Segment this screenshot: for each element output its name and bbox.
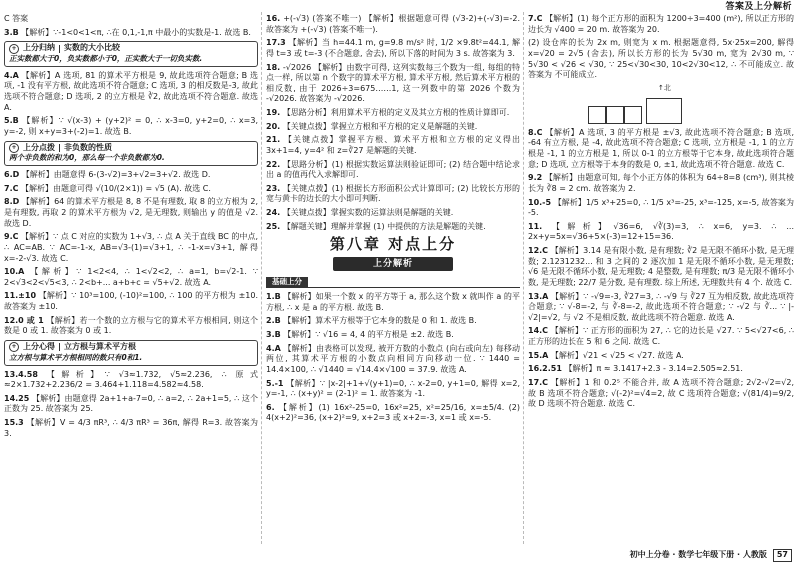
tip-box-body: 两个非负数的和为0，那么每一个非负数都为0. bbox=[9, 153, 165, 163]
answer-number: 18. bbox=[266, 62, 281, 72]
answer-text: 【关键点拨】掌握实数的运算法则是解题的关键. bbox=[282, 208, 454, 217]
answer-number: 9.C bbox=[4, 232, 19, 242]
answer-number: 4.A bbox=[266, 343, 281, 353]
answer-item bbox=[266, 184, 520, 205]
answer-number: 10.A bbox=[4, 267, 25, 277]
answer-item bbox=[528, 292, 794, 324]
answer-item bbox=[266, 330, 520, 341]
answer-item bbox=[528, 198, 794, 219]
warehouse-rect bbox=[646, 98, 682, 124]
square-plots bbox=[588, 106, 642, 124]
answer-item bbox=[528, 378, 794, 410]
answer-text: (2) 设仓库的长为 2x m, 则宽为 x m. 根据题意得, 5x·25x=200, 解得 x=√20 = 2√5 (舍去), 所以长方形的长为 5√30 m, 宽为 2√30 m, ∵ 5√30 < √26 < √30, ∵ 25<√30<30, 10<2√30<12, ∴ 不可能成立. 故答案为 不可能成立. bbox=[528, 38, 794, 80]
answer-text: 【解析】∵ -√9=-3, ∛27=3, ∴ -√9 与 ∛27 互为相反数, 故此选项符合题意; ∵ √-8=-2, 与 ∛-8=-2, 故此选项不符合题意; ∵ -√2 与 ∛... ∵ |-√2|=√2, 与 √2 不是相反数, 故此选项不符合题意. 故选 A. bbox=[528, 291, 794, 322]
tip-box-title: 上分心得 bbox=[23, 341, 55, 351]
answer-item bbox=[266, 38, 520, 59]
answer-item bbox=[266, 222, 520, 233]
answer-item bbox=[266, 14, 520, 35]
answer-item bbox=[528, 128, 794, 171]
tip-box-body: 立方根与算术平方根相同的数只有0和1. bbox=[9, 352, 143, 362]
page-number: 57 bbox=[773, 549, 792, 562]
answer-text: 【解析】∵ |x-2|+1+√(y+1)=0, ∴ x-2=0, y+1=0, 解得 x=2, y=-1, ∴ (x+y)² = (2-1)² = 1. 故答案为 -1. bbox=[266, 378, 520, 399]
answer-text: 【解析】若一个数的立方根与它的算术平方根相同, 则这个数是 0 或 1. 故答案为 0 或 1. bbox=[4, 315, 258, 336]
answer-number: 13.A bbox=[528, 291, 549, 301]
answer-number: 24. bbox=[266, 208, 281, 217]
column-divider bbox=[261, 12, 262, 544]
answer-number: 6.D bbox=[4, 170, 20, 180]
answer-number: 7.C bbox=[4, 183, 19, 193]
tip-box-title: 上分点拨 bbox=[23, 142, 55, 152]
answer-number: 17.3 bbox=[266, 38, 286, 48]
page-footer bbox=[630, 549, 792, 562]
answer-item bbox=[528, 173, 794, 194]
answer-text: 【关键点拨】掌握立方根和平方根的定义是解题的关键. bbox=[282, 121, 478, 131]
answer-text: 【解析】由题意可知, 每个小正方体的体积为 64÷8=8 (cm³), 则其棱长为 ∛8 = 2 cm. 故答案为 2. bbox=[528, 173, 794, 193]
answer-number: 13.4.58 bbox=[4, 369, 38, 379]
answer-number: 11. bbox=[528, 221, 543, 231]
answer-item bbox=[266, 108, 520, 119]
answer-number: 5.B bbox=[4, 116, 19, 126]
answer-text: 【关键点拨】(1) 根据长方形面积公式计算即可; (2) 比较长方形的宽与黄卡的边长的大小即可判断. bbox=[266, 183, 520, 204]
column-divider bbox=[523, 12, 524, 544]
answer-number: 14.C bbox=[528, 326, 549, 336]
answer-number: 15.3 bbox=[4, 418, 24, 428]
answer-item bbox=[528, 38, 794, 81]
answer-text: 【解析】由题意可得 √(10/(2×1)) = √5 (A). 故选 C. bbox=[21, 183, 211, 193]
answer-number: 7.C bbox=[528, 14, 543, 23]
answer-item bbox=[528, 326, 794, 347]
answer-item bbox=[528, 246, 794, 289]
answer-text: 【解析】A 选项, 81 的算术平方根是 9, 故此选项符合题意; B 选项, -1 没有平方根, 故此选项不符合题意; C 选项, 3 的相反数是-3, 故此选项不符合题意; D 选项, 2 的立方根是 ∛2, 故此选项不符合题意. 故选 A. bbox=[4, 70, 258, 112]
answer-number: 8.C bbox=[528, 127, 543, 137]
answer-number: 21. bbox=[266, 135, 281, 145]
tip-box-header bbox=[9, 342, 253, 353]
tip-box-header bbox=[9, 43, 253, 54]
answer-item bbox=[266, 344, 520, 376]
tip-box-title: 上分归纳 bbox=[23, 43, 55, 53]
answer-item bbox=[4, 267, 258, 288]
answer-item bbox=[4, 394, 258, 415]
answer-item bbox=[4, 418, 258, 439]
answer-item bbox=[4, 232, 258, 264]
answer-text: 【解析】如果一个数 x 的平方等于 a, 那么这个数 x 就叫作 a 的平方根, ∴ x 是 a 的平方根. 故选 B. bbox=[266, 292, 520, 312]
answer-number: 11.±10 bbox=[4, 291, 37, 301]
answer-text: 【解析】V = 4/3 πR³, ∴ 4/3 πR³ = 36π, 解得 R=3. 故答案为 3. bbox=[4, 418, 258, 438]
square-plot bbox=[624, 106, 642, 124]
answer-text: 【解析】当 h=44.1 m, g=9.8 m/s² 时, 1/2 ×9.8t²=44.1, 解得 t=3 或 t=-3 (不合题意, 舍去), 所以下落的时间为 3 s. 故答案为 3. bbox=[266, 38, 520, 58]
column-right bbox=[528, 14, 794, 546]
answer-item bbox=[4, 197, 258, 229]
answer-text: 【解析】∵ 10³=100, (-10)²=100, ∴ 100 的平方根为 ±10. 故答案为 ±10. bbox=[4, 291, 258, 312]
plus-icon: + bbox=[9, 44, 19, 54]
answer-number: 9.2 bbox=[528, 173, 543, 183]
answer-number: 25. bbox=[266, 221, 281, 231]
answer-text: 【解析】∵ √3≈1.732, √5≈2.236, ∴ 原式≈2×1.732+2.236/2 = 3.464+1.118=4.582≈4.58. bbox=[4, 369, 258, 390]
chapter-title: 第八章 对点上分 bbox=[329, 235, 457, 254]
plus-icon: + bbox=[9, 342, 19, 352]
answer-number: 12.C bbox=[528, 246, 549, 255]
tip-box-header bbox=[9, 143, 253, 154]
answer-item bbox=[266, 135, 520, 156]
answer-number: 20. bbox=[266, 121, 281, 131]
answer-item bbox=[266, 63, 520, 106]
plus-icon: + bbox=[9, 143, 19, 153]
square-plot bbox=[588, 106, 606, 124]
tip-box-subtitle: 非负数的性质 bbox=[64, 142, 112, 152]
answer-text: 【解析】1 和 0.2⁵ 不能合并, 故 A 选项不符合题意; 2√2-√2=√2, 故 B 选项不符合题意; √(-2)²=√4=2, 故 C 选项符合题意; √(81/4)=9/2, 故 D 选项不符合题意. 故选 C. bbox=[528, 377, 794, 409]
answer-text: 【解析】√36=6, √∛(3)=3, ∴ x=6, y=3. ∴ ... 2x+y=5x=√36+5×(-3)=12+15=36. bbox=[528, 221, 794, 242]
answer-item bbox=[266, 379, 520, 400]
answer-text: 【解题关键】理解并掌握 (1) 中提供的方法是解题的关键. bbox=[282, 221, 486, 231]
answer-text: 【思路分析】利用算术平方根的定义及其立方根的性质计算即可. bbox=[282, 108, 510, 117]
section-subheader bbox=[266, 277, 520, 288]
answer-text: 【解析】64 的算术平方根是 8, 8 不是有理数, 取 8 的立方根为 2, 是有理数, 再取 2 的算术平方根为 √2, 是无理数, 则输出 y 的值是 √2. 故选 D. bbox=[4, 197, 258, 228]
tip-box bbox=[4, 340, 258, 366]
tip-box-body: 正实数都大于0，负实数都小于0，正实数大于一切负实数. bbox=[9, 53, 203, 63]
section-subheader-label: 基础上分 bbox=[266, 277, 308, 287]
answer-text: 【解析】1/5 x³+25=0, ∴ 1/5 x³=-25, x³=-125, x=-5, 故答案为 -5. bbox=[528, 197, 794, 218]
answer-text: 【解析】(1) 16x²-25=0, 16x²=25, x²=25/16, x=±5/4. (2) 4(x+2)²=36, (x+2)²=9, x+2=3 或 x+2=-3, x=1 或 x=-5. bbox=[266, 402, 520, 423]
answer-number: 16. bbox=[266, 14, 281, 23]
answer-number: 12.0 或 1 bbox=[4, 315, 44, 325]
book-title: 初中上分卷 · 数学七年级下册 · 人教版 bbox=[629, 550, 767, 560]
tip-box-separator bbox=[59, 144, 60, 152]
answer-item bbox=[4, 116, 258, 137]
section-banner: 上分解析 bbox=[333, 257, 453, 271]
tip-box-separator bbox=[59, 343, 60, 351]
answer-number: 4.A bbox=[4, 70, 19, 80]
answer-item bbox=[528, 364, 794, 375]
tip-box-subtitle: 实数的大小比较 bbox=[64, 43, 120, 53]
answer-item bbox=[528, 222, 794, 243]
answer-text: -√2026 【解析】由数字可得, 这列实数每三个数为一组, 每组的特点一样, 所以第 n 个数字的算术平方根, 算术平方根, 然后算术平方根的相反数, 由于 2026÷3=675……1, 这一列数中的第 2026 个数为 -√2026. 故答案为 -√2026. bbox=[266, 62, 520, 104]
answer-number: 5.-1 bbox=[266, 378, 284, 388]
answer-number: 15.A bbox=[528, 350, 549, 360]
answer-text: 【解析】算术平方根等于它本身的数是 0 和 1. 故选 B. bbox=[283, 316, 477, 326]
answer-text: 【解析】∵ 1<2<4, ∴ 1<√2<2, ∴ a=1, b=√2-1. ∵ 2<√3<2<√5<3, ∴ 2<b+... a+b+c = √5+√2. 故选 A. bbox=[4, 267, 258, 287]
answer-text: 【解析】π ≈ 3.1417+2.3 - 3.14=2.505≈2.51. bbox=[564, 364, 743, 374]
answer-text: 【关键点拨】掌握平方根、算术平方根和立方根的定义得出 3x+1=4, y=4² 和 z=∛27 是解题的关键. bbox=[266, 135, 520, 155]
answer-text: 【解析】3.14 是有限小数, 是有理数; ∛2 是无限不循环小数, 是无理数; 2.1231232... 和 3 之间的 2 逐次加 1 是无限不循环小数, 是无理数; √6 是无限不循环小数, 是无理数; 4 是整数, 是有理数; π/3 是无限不循环小数, 是无理数; 22/7 是分数, 是有理数. 综上所述, 无理数共有 4 个. 故选 C. bbox=[528, 246, 794, 287]
answer-item bbox=[4, 170, 258, 181]
answer-text: 【解析】由题意得 6-(3-√2)=3+√2=3+√2. 故选 D. bbox=[21, 170, 211, 180]
answer-item bbox=[4, 28, 258, 39]
tip-box-separator bbox=[59, 45, 60, 53]
answer-text: 【思路分析】(1) 根据实数运算法则验证即可; (2) 结合题中结论求出 a 的值再代入求解即可. bbox=[266, 159, 520, 180]
answer-number: 22. bbox=[266, 159, 281, 169]
answer-text: 【解析】(1) 每个正方形的面积为 1200÷3=400 (m²), 所以正方形的边长为 √400 = 20 m. 故答案为 20. bbox=[528, 14, 794, 34]
column-middle bbox=[266, 14, 520, 546]
answer-item bbox=[266, 208, 520, 219]
answer-text: 【解析】由表格可以发现, 被开方数的小数点 (向右或向左) 每移动两位, 其算术平方根的小数点向相同方向移动一位. ∵ 1440 = 14.4×100, ∴ √1440 = √14.4×√100 = 37.9. 故选 A. bbox=[266, 343, 520, 374]
answer-number: 14.25 bbox=[4, 393, 30, 403]
answer-number: 6. bbox=[266, 402, 275, 412]
answer-item bbox=[4, 184, 258, 195]
answer-text: 【解析】∵ 点 C 对应的实数为 1+√3, ∴ 点 A 关于直线 BC 的中点, ∴ AC=AB. ∵ AC=-1-x, AB=√3-(1)=√3+1, ∴ -1-x=√3+1, 解得 x=-2-√3. 故选 C. bbox=[4, 232, 258, 263]
answer-text: 【解析】∵-1<0<1<π, ∴在 0,1,-1,π 中最小的实数是-1. 故选 B. bbox=[21, 27, 251, 37]
answer-number: 3.B bbox=[266, 330, 281, 340]
answer-item bbox=[528, 14, 794, 35]
answer-item bbox=[528, 351, 794, 362]
square-plot bbox=[606, 106, 624, 124]
answer-number: 8.D bbox=[4, 197, 20, 207]
tip-box-subtitle: 立方根与算术平方根 bbox=[64, 341, 136, 351]
answer-number: 16.2.51 bbox=[528, 364, 562, 374]
tip-box bbox=[4, 41, 258, 67]
answer-number: 19. bbox=[266, 108, 281, 117]
answer-number: 23. bbox=[266, 183, 281, 193]
answer-text: +(-√3) (答案不唯一) 【解析】根据题意可得 (√3-2)+(-√3)=-2. 故答案为 +(-√3) (答案不唯一). bbox=[266, 14, 520, 34]
answer-item bbox=[4, 370, 258, 391]
answer-text: 【解析】∵ 正方形的面积为 27, ∴ 它的边长是 √27. ∵ 5<√27<6, ∴ 正方形的边长在 5 和 6 之间. 故选 C. bbox=[528, 326, 794, 346]
answer-number: 10.-5 bbox=[528, 197, 552, 207]
tip-box bbox=[4, 141, 258, 167]
page-header: 答案及上分解析 bbox=[725, 2, 792, 12]
answer-item bbox=[266, 316, 520, 327]
warehouse-diagram bbox=[588, 84, 794, 124]
answer-text: 【解析】∵ √(x-3) + (y+2)² = 0, ∴ x-3=0, y+2=0, ∴ x=3, y=-2, 则 x+y=3+(-2)=1. 故选 B. bbox=[4, 116, 258, 136]
north-arrow-icon: ↑北 bbox=[658, 83, 671, 92]
answer-number: 1.B bbox=[266, 292, 281, 302]
answer-item bbox=[266, 403, 520, 424]
answer-text: 【解析】A 选项, 3 的平方根是 ±√3, 故此选项不符合题意; B 选项, -64 有立方根, 是 -4, 故此选项不符合题意; C 选项, 立方根是 -1, 1 的立方根是 -1, 1 的立方根是 1, 所以 0-1 的立方根等于它本身, 故此选项符合题意; D 选项, 立方根等于本身的数是 0, ±1, 故此选项不符合题意. 故选 C. bbox=[528, 127, 794, 169]
answer-text: C 答案 bbox=[4, 14, 29, 23]
answer-item bbox=[266, 160, 520, 181]
answer-item bbox=[4, 71, 258, 114]
answer-item bbox=[266, 292, 520, 313]
answer-text: 【解析】由题意得 2a+1+a-7=0, ∴ a=2, ∴ 2a+1=5, ∴ 这个正数为 25. 故答案为 25. bbox=[4, 393, 258, 414]
answer-text: 【解析】∵ √16 = 4, 4 的平方根是 ±2. 故选 B. bbox=[283, 330, 454, 340]
answer-text: 【解析】√21 < √25 < √27. 故选 A. bbox=[550, 350, 684, 360]
answer-number: 3.B bbox=[4, 27, 19, 37]
answer-item bbox=[4, 316, 258, 337]
answer-item bbox=[4, 14, 258, 25]
answer-number: 2.B bbox=[266, 316, 281, 326]
column-left bbox=[4, 14, 258, 546]
answer-item bbox=[4, 291, 258, 312]
answer-number: 17.C bbox=[528, 377, 549, 387]
answer-item bbox=[266, 122, 520, 133]
